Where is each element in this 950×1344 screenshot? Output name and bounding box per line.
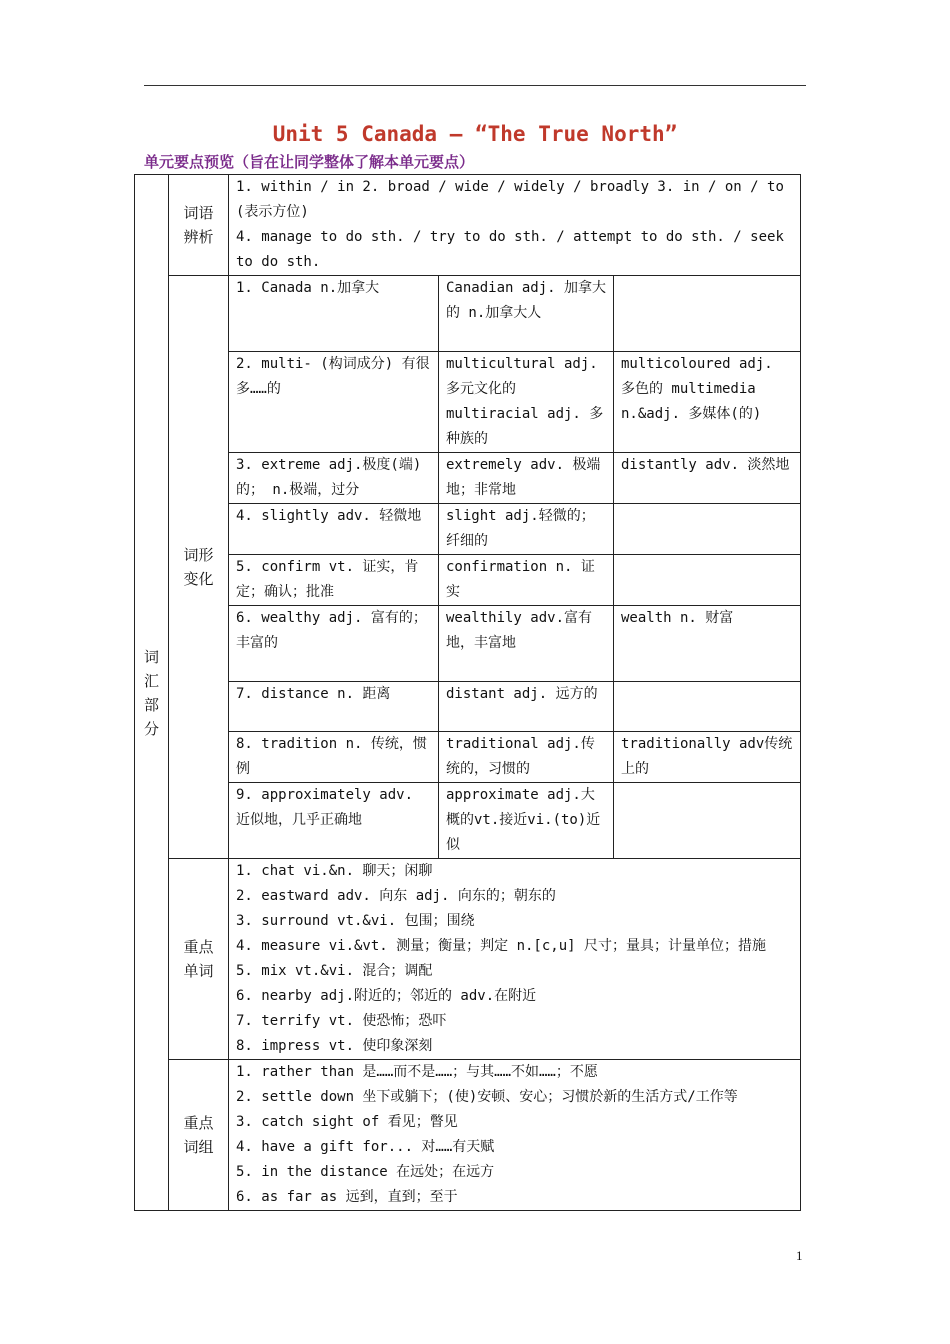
word-line: 4. measure vi.&vt. 测量；衡量；判定 n.[c,u] 尺寸；量具；计量单位；措施 [236, 938, 767, 954]
forms-cell [614, 555, 801, 606]
word-line: 5. mix vt.&vi. 混合；调配 [236, 963, 433, 979]
forms-cell: 6. wealthy adj. 富有的；丰富的 [229, 606, 439, 682]
forms-row [135, 453, 801, 504]
forms-cell: slight adj.轻微的；纤细的 [439, 504, 614, 555]
distinguish-label-cell [169, 175, 229, 276]
word-line: 6. nearby adj.附近的；邻近的 adv.在附近 [236, 988, 537, 1004]
forms-cell [614, 682, 801, 732]
category-cell [135, 175, 169, 1211]
words-label-cell [169, 859, 229, 1060]
word-line: 2. eastward adv. 向东 adj. 向东的；朝东的 [236, 888, 556, 904]
vocabulary-table [134, 174, 801, 1211]
page-number: 1 [796, 1248, 803, 1263]
distinguish-line: 1. within / in 2. broad / wide / widely / broadly 3. in / on / to (表示方位) [236, 179, 784, 220]
forms-cell: 7. distance n. 距离 [229, 682, 439, 732]
phrase-line: 1. rather than 是……而不是……；与其……不如……；不愿 [236, 1064, 598, 1080]
distinguish-label: 词语辨析 [183, 204, 214, 246]
forms-cell: Canadian adj. 加拿大的 n.加拿大人 [439, 276, 614, 352]
forms-cell: approximate adj.大概的vt.接近vi.(to)近似 [439, 783, 614, 859]
forms-row [135, 606, 801, 682]
phrase-line: 4. have a gift for... 对……有天赋 [236, 1139, 495, 1155]
forms-row [135, 504, 801, 555]
page-subtitle: 单元要点预览（旨在让同学整体了解本单元要点） [144, 153, 475, 171]
phrase-line: 2. settle down 坐下或躺下；(使)安顿、安心；习惯於新的生活方式/工作等 [236, 1089, 738, 1105]
word-line: 3. surround vt.&vi. 包围；围绕 [236, 913, 475, 929]
phrases-row [135, 1060, 801, 1211]
phrase-line: 3. catch sight of 看见；瞥见 [236, 1114, 458, 1130]
forms-cell: distantly adv. 淡然地 [614, 453, 801, 504]
phrases-content [229, 1060, 801, 1211]
forms-cell: 9. approximately adv. 近似地，几乎正确地 [229, 783, 439, 859]
phrases-label: 重点词组 [183, 1114, 214, 1156]
forms-cell: extremely adv. 极端地；非常地 [439, 453, 614, 504]
phrases-label-cell [169, 1060, 229, 1211]
distinguish-row [135, 175, 801, 276]
forms-cell: traditionally adv传统上的 [614, 732, 801, 783]
forms-cell [614, 783, 801, 859]
distinguish-content [229, 175, 801, 276]
category-label: 词汇部分 [143, 647, 159, 738]
forms-row [135, 555, 801, 606]
forms-cell [614, 504, 801, 555]
forms-cell: confirmation n. 证实 [439, 555, 614, 606]
forms-row [135, 783, 801, 859]
forms-cell: 3. extreme adj.极度(端)的； n.极端，过分 [229, 453, 439, 504]
forms-row [135, 276, 801, 352]
forms-row [135, 352, 801, 453]
forms-cell: multicoloured adj. 多色的 multimedia n.&adj. 多媒体(的) [614, 352, 801, 453]
forms-cell: multicultural adj. 多元文化的 multiracial adj. 多种族的 [439, 352, 614, 453]
phrase-line: 6. as far as 远到，直到；至于 [236, 1189, 458, 1205]
forms-cell: 1. Canada n.加拿大 [229, 276, 439, 352]
forms-cell: wealthily adv.富有地，丰富地 [439, 606, 614, 682]
forms-cell: 4. slightly adv. 轻微地 [229, 504, 439, 555]
word-line: 8. impress vt. 使印象深刻 [236, 1038, 433, 1054]
forms-row [135, 732, 801, 783]
distinguish-line: 4. manage to do sth. / try to do sth. / attempt to do sth. / seek to do sth. [236, 229, 784, 270]
forms-label-cell [169, 276, 229, 859]
words-label: 重点单词 [183, 938, 214, 980]
forms-cell: 5. confirm vt. 证实，肯定；确认；批准 [229, 555, 439, 606]
forms-cell: wealth n. 财富 [614, 606, 801, 682]
page-title: Unit 5 Canada — “The True North” [272, 122, 678, 146]
phrase-line: 5. in the distance 在远处；在远方 [236, 1164, 495, 1180]
word-line: 1. chat vi.&n. 聊天；闲聊 [236, 863, 433, 879]
forms-label: 词形变化 [183, 546, 214, 588]
forms-cell: 8. tradition n. 传统，惯例 [229, 732, 439, 783]
forms-cell: 2. multi- (构词成分) 有很多……的 [229, 352, 439, 453]
forms-cell [614, 276, 801, 352]
forms-cell: traditional adj.传统的，习惯的 [439, 732, 614, 783]
words-row [135, 859, 801, 1060]
forms-cell: distant adj. 远方的 [439, 682, 614, 732]
words-content [229, 859, 801, 1060]
forms-row [135, 682, 801, 732]
word-line: 7. terrify vt. 使恐怖；恐吓 [236, 1013, 447, 1029]
header-rule [144, 85, 806, 86]
